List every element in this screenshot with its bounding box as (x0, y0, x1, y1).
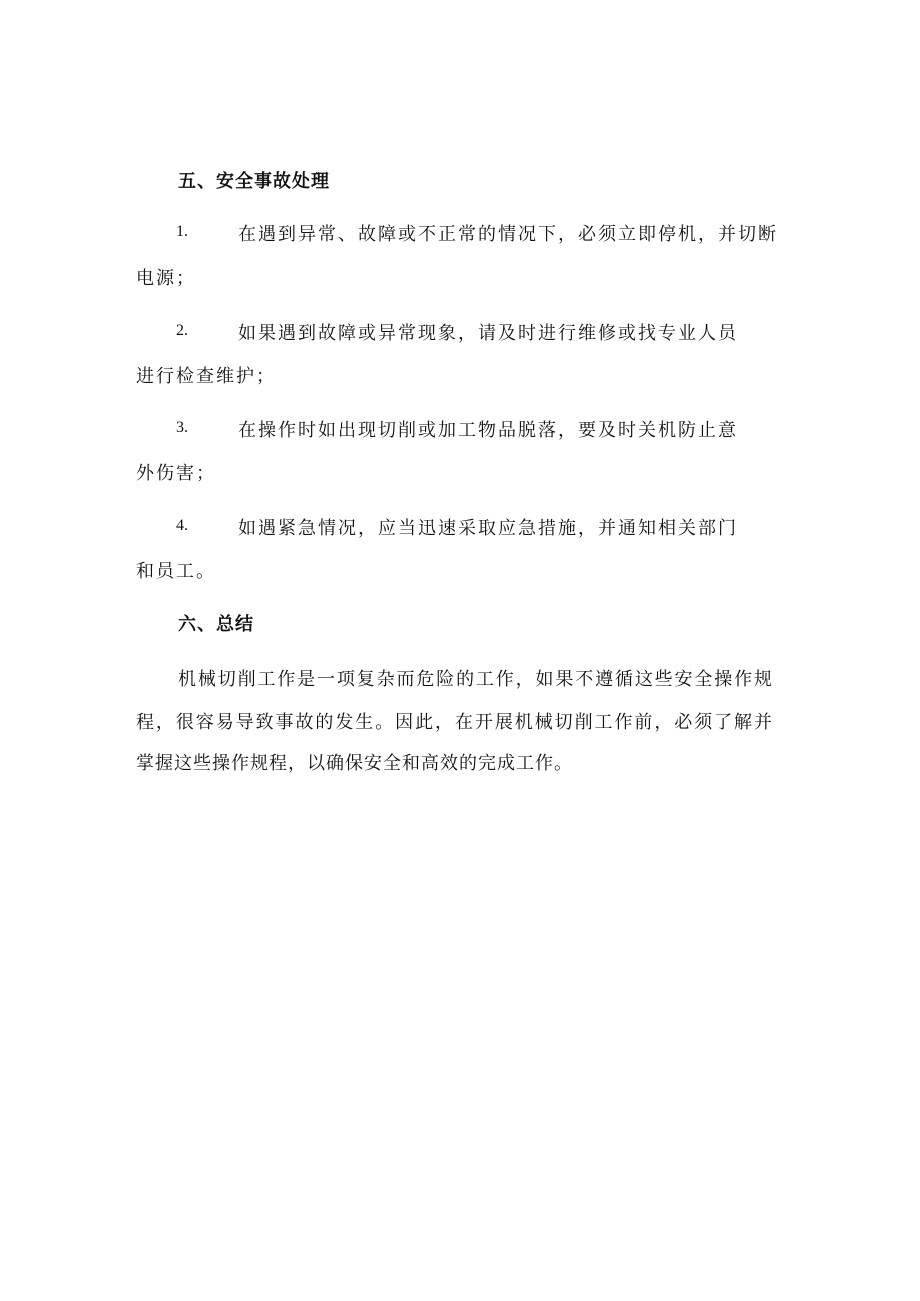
list-item-number: 3. (176, 419, 188, 436)
summary-paragraph-line: 机械切削工作是一项复杂而危险的工作，如果不遵循这些安全操作规 (178, 669, 772, 690)
list-item-number: 1. (176, 223, 188, 240)
section-heading-accident-handling: 五、安全事故处理 (178, 171, 330, 192)
list-item-text-line: 如遇紧急情况，应当迅速采取应急措施，并通知相关部门 (238, 518, 738, 539)
list-item-text-line: 在操作时如出现切削或加工物品脱落，要及时关机防止意 (238, 420, 738, 441)
summary-paragraph-line: 程，很容易导致事故的发生。因此，在开展机械切削工作前，必须了解并 (136, 712, 772, 733)
list-item-text-line: 进行检查维护； (136, 366, 276, 387)
list-item-text-line: 在遇到异常、故障或不正常的情况下，必须立即停机，并切断 (238, 224, 778, 245)
list-item-number: 4. (176, 517, 188, 534)
list-item-text-line: 和员工。 (136, 561, 216, 582)
list-item-text-line: 外伤害； (136, 463, 216, 484)
summary-paragraph-line: 掌握这些操作规程，以确保安全和高效的完成工作。 (136, 753, 573, 774)
list-item-number: 2. (176, 322, 188, 339)
section-heading-summary: 六、总结 (178, 614, 254, 635)
list-item-text-line: 如果遇到故障或异常现象，请及时进行维修或找专业人员 (238, 323, 738, 344)
list-item-text-line: 电源； (136, 268, 196, 289)
